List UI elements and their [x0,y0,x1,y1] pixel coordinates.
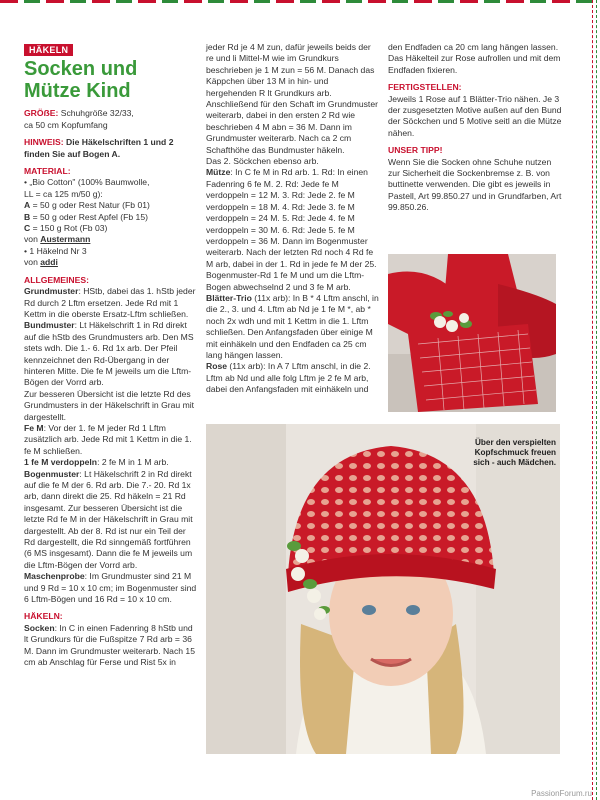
tip-heading: UNSER TIPP! [388,145,443,156]
material-heading: MATERIAL: [24,166,71,177]
right-column: den Endfaden ca 20 cm lang hängen lassen. Das Häkelteil zur Rose aufrollen und mit dem Endfaden fixieren. FERTIGSTELLEN: Jeweils 1 Rose auf 1 Blätter-Trio nähen. Je 3 der zusgesetzten Motive außen auf den Bund der Söckchen und 5 Motive seitl an die Mütze nähen. UNSER TIPP! Wenn Sie die Socken ohne Schuhe nutzen zur Sicherheit die Sockenbremse z. B. von buttinette verwenden. Die gibt es jeweils in Pastell, Art 99.850.27 und in Grundfarben, Art 99.850.26. [388,42,564,214]
hat-photo [206,424,560,754]
general-heading: ALLGEMEINES: [24,274,89,285]
brand-link-addi[interactable]: addi [40,257,58,268]
category-tag: HÄKELN [24,44,73,56]
crochet-heading: HÄKELN: [24,611,63,622]
photo-caption: Über den verspielten Kopfschmuck freuen sich - auch Mädchen. [473,438,556,467]
brand-link-austermann[interactable]: Austermann [40,234,91,245]
socks-photo [388,254,556,412]
middle-column: jeder Rd je 4 M zun, dafür jeweils beids der re und li Mittel-M wie im Grundkurs beschrieben je 1 M zun = 56 M. Danach das Käppchen über 13 M in hin- und hergehenden R lt Grundkurs arb. Anschließend für den Schaft im Grundmuster weiterarb, dabei in den ersten 2 Rd wie beschrieben 4 M abn = 36 M. Dann im Grundmuster weiterarb. Nach ca 2 cm Schafthöhe das Bundmuster häkeln. Das 2. Söckchen ebenso arb. Mütze: In C fe M in Rd arb. 1. Rd: In einen Fadenring 6 fe M. 2. Rd: Jede fe M verdoppeln = 12 M. 3. Rd: Jede 2. fe M verdoppeln = 18 M. 4. Rd: Jede 3. fe M verdoppeln = 24 M. 5. Rd: Jede 4. fe M verdoppeln = 30 M. 6. Rd: Jede 5. fe M verdoppeln = 36 M. Dann im Bogenmuster weiterarb. Nach der letzten Rd noch 4 Rd fe M arb, dabei in der 1. Rd in jede fe M der 25. Bogenmuster-Rd 1 fe M und um die Lftm-Bogen abwechselnd 2 und 3 fe M arb. Blätter-Trio (11x arb): In B * 4 Lftm anschl, in die 2., 3. und 4. Lftm ab Nd je 1 fe M *, ab * noch 2x wdh und mit 1 Kettm in die 1. Lftm schließen. Den Anfangsfaden über einige M mit einhäkeln und den Endfaden ca 25 cm lang hängen lassen. Rose (11x arb): In A 7 Lftm anschl, in die 2. Lftm ab Nd und alle folg Lftm je 2 fe M arb, dabei den Anfangsfaden mit einhäkeln und [206,42,379,395]
girl-hat-illustration [206,424,560,754]
size-paragraph: GRÖẞE: Schuhgröße 32/33, [24,108,134,119]
finishing-heading: FERTIGSTELLEN: [388,82,462,93]
decorative-right-border-green [596,0,598,800]
left-column: HÄKELN Socken und Mütze Kind GRÖẞE: Schuhgröße 32/33, ca 50 cm Kopfumfang HINWEIS: Die Häkelschriften 1 und 2 finden Sie auf Bogen A. MATERIAL: • „Bio Cotton" (100% Baumwolle, LL = ca 125 m/50 g): A = 50 g oder Rest Natur (Fb 01) B = 50 g oder Rest Apfel (Fb 15) C = 150 g Rot (Fb 03) von Austermann • 1 Häkelnd Nr 3 von addi ALLGEMEINES: Grundmuster: HStb, dabei das 1. hStb jeder Rd durch 2 Lftm ersetzen. Jede Rd mit 1 Kettm in die oberste Ersatz-Lftm schließen. Bundmuster: Lt Häkelschrift 1 in Rd direkt auf die hStb des Grundmusters arb. Den MS stets wdh. Die 1.- 6. Rd 1x arb. Der Pfeil kennzeichnet den Rd-Übergang in der hinteren Mitte. Die fe M jeweils um die Lftm-Bögen der Vorrd arb. Zur besseren Übersicht ist die letzte Rd des Grundmusters in der Häkelschrift in Grau mit dargestellt. Fe M: Vor der 1. fe M jeder Rd 1 Lftm zusätzlich arb. Jede Rd mit 1 Kettm in die 1. fe M schließen. 1 fe M verdoppeln: 2 fe M in 1 M arb. Bogenmuster: Lt Häkelschrift 2 in Rd direkt auf die fe M der 6. Rd arb. Die 7.- 20. Rd 1x arb, dann direkt die 25. Rd häkeln = 21 Rd insgesamt. Zur besseren Übersicht ist die letzte Rd fe M in der Häkelschrift in Grau mit dargestellt. Ab der 8. Rd ist nur ein Teil der Rd dargestellt, die Rd sinngemäß fortführen (6 MS insgesamt). Dann die fe M jeweils um die Lftm-Bögen der Vorrd arb. Maschenprobe: Im Grundmuster sind 21 M und 9 Rd = 10 x 10 cm; im Bogenmuster sind 6 Lftm-Bögen und 16 Rd = 10 x 10 cm. HÄKELN: Socken: In C in einen Fadenring 8 hStb und lt Grundkurs für die Fußspitze 7 Rd arb = 36 M. Dann im Grundmuster weiterarb. Nach 15 cm ab Anschlag für Ferse und Rist 5x in [24,45,197,668]
watermark-text: PassionForum.ru [531,789,592,798]
hint-paragraph: HINWEIS: Die Häkelschriften 1 und 2 finden Sie auf Bogen A. [24,137,174,159]
page-title: Socken und Mütze Kind [24,58,138,103]
decorative-right-border [592,0,594,800]
socks-illustration [388,254,556,412]
decorative-top-border [0,0,594,3]
